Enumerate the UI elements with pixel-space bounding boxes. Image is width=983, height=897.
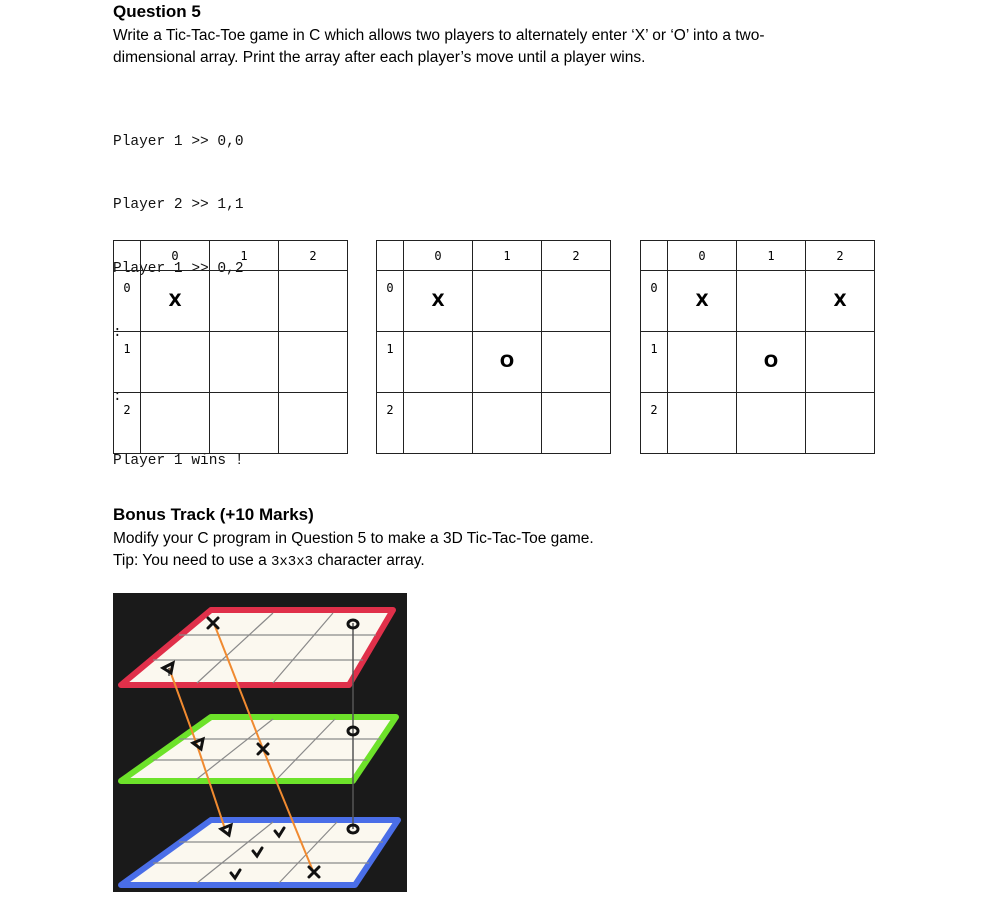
col-label: 1 bbox=[473, 241, 542, 271]
board-cell bbox=[473, 271, 542, 332]
board-cell bbox=[542, 332, 611, 393]
board-cell bbox=[404, 332, 473, 393]
board-cell bbox=[542, 393, 611, 454]
board-cell bbox=[668, 332, 737, 393]
row-label: 0 bbox=[377, 271, 404, 332]
board-cell bbox=[806, 393, 875, 454]
board-cell bbox=[210, 332, 279, 393]
col-label: 1 bbox=[737, 241, 806, 271]
col-label: 0 bbox=[141, 241, 210, 271]
board-cell bbox=[279, 393, 348, 454]
board-cell: X bbox=[806, 271, 875, 332]
col-label: 2 bbox=[806, 241, 875, 271]
illustration-svg bbox=[113, 593, 407, 892]
board-cell: X bbox=[141, 271, 210, 332]
corner-cell bbox=[641, 241, 668, 271]
row-label: 1 bbox=[641, 332, 668, 393]
col-label: 0 bbox=[404, 241, 473, 271]
row-label: 0 bbox=[114, 271, 141, 332]
corner-cell bbox=[114, 241, 141, 271]
row-label: 2 bbox=[377, 393, 404, 454]
board-cell bbox=[806, 332, 875, 393]
corner-cell bbox=[377, 241, 404, 271]
board-cell bbox=[668, 393, 737, 454]
array-size-code: 3x3x3 bbox=[271, 554, 314, 570]
board-cell: X bbox=[404, 271, 473, 332]
question-description bbox=[113, 25, 833, 69]
tip-suffix: character array. bbox=[313, 552, 425, 569]
board-2 bbox=[376, 240, 611, 454]
col-label: 0 bbox=[668, 241, 737, 271]
board-cell: O bbox=[473, 332, 542, 393]
board-cell bbox=[542, 271, 611, 332]
console-line: Player 1 >> 0,2 bbox=[113, 261, 244, 278]
console-line: Player 1 wins ! bbox=[113, 453, 244, 470]
question-title: Question 5 bbox=[113, 2, 201, 21]
row-label: 1 bbox=[114, 332, 141, 393]
console-line: : bbox=[113, 389, 122, 406]
col-label: 2 bbox=[542, 241, 611, 271]
console-line: Player 2 >> 1,1 bbox=[113, 197, 244, 214]
board-cell bbox=[737, 271, 806, 332]
row-label: 1 bbox=[377, 332, 404, 393]
board-cell bbox=[404, 393, 473, 454]
bonus-text-line-2 bbox=[113, 550, 594, 573]
board-cell: X bbox=[668, 271, 737, 332]
row-label: 0 bbox=[641, 271, 668, 332]
tip-prefix: Tip: You need to use a bbox=[113, 552, 271, 569]
bonus-text-line-1: Modify your C program in Question 5 to make a 3D Tic-Tac-Toe game. bbox=[113, 530, 594, 547]
board-cell bbox=[279, 332, 348, 393]
bonus-title: Bonus Track (+10 Marks) bbox=[113, 505, 314, 524]
question-text-line-1: Write a Tic-Tac-Toe game in C which allows two players to alternately enter ‘X’ or ‘O’ into a two- bbox=[113, 27, 765, 44]
board-cell bbox=[141, 332, 210, 393]
console-line: Player 1 >> 0,0 bbox=[113, 133, 244, 150]
board-cell: O bbox=[737, 332, 806, 393]
question-text-line-2: dimensional array. Print the array after each player’s move until a player wins. bbox=[113, 49, 646, 66]
board-3 bbox=[640, 240, 875, 454]
board-cell bbox=[141, 393, 210, 454]
board-1 bbox=[113, 240, 348, 454]
board-cell bbox=[737, 393, 806, 454]
bonus-description bbox=[113, 528, 594, 573]
3d-tic-tac-toe-illustration bbox=[113, 593, 407, 892]
board-cell bbox=[279, 271, 348, 332]
col-label: 2 bbox=[279, 241, 348, 271]
board-cell bbox=[210, 271, 279, 332]
console-line: : bbox=[113, 325, 122, 342]
board-cell bbox=[210, 393, 279, 454]
board-cell bbox=[473, 393, 542, 454]
col-label: 1 bbox=[210, 241, 279, 271]
row-label: 2 bbox=[114, 393, 141, 454]
row-label: 2 bbox=[641, 393, 668, 454]
